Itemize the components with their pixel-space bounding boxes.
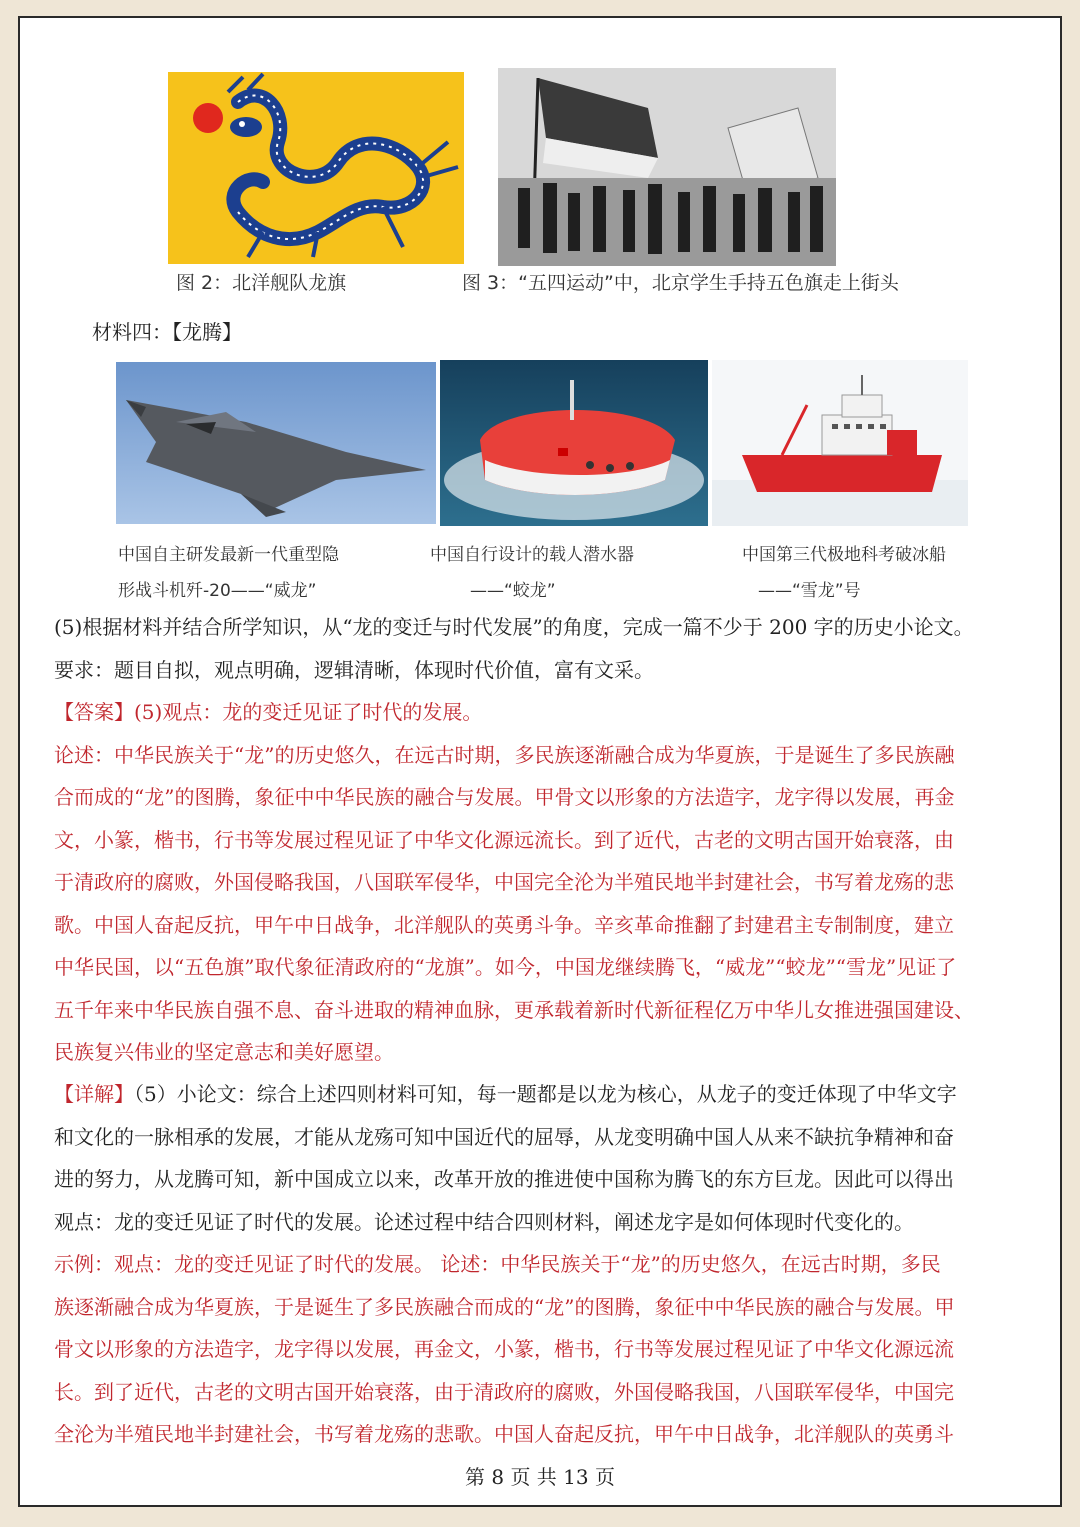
explanation-line: 观点：龙的变迁见证了时代的发展。论述过程中结合四则材料，阐述龙字是如何体现时代变化的。 [54, 1209, 914, 1234]
example-line: 族逐渐融合成为华夏族，于是诞生了多民族融合而成的“龙”的图腾，象征中中华民族的融合与发展。甲 [54, 1294, 955, 1319]
answer-line: 论述：中华民族关于“龙”的历史悠久，在远古时期，多民族逐渐融合成为华夏族，于是诞生了多民族融 [54, 742, 955, 767]
question-line-1: (5)根据材料并结合所学知识，从“龙的变迁与时代发展”的角度，完成一篇不少于 200 字的历史小论文。 [54, 615, 974, 639]
photo-3-caption-line2: ——“雪龙”号 [758, 581, 861, 601]
jiaolong-submersible-image [440, 360, 708, 526]
explanation-line: 和文化的一脉相承的发展，才能从龙殇可知中国近代的屈辱，从龙变明确中国人从来不缺抗争精神和奋 [54, 1124, 954, 1149]
photo-3-caption-line1: 中国第三代极地科考破冰船 [742, 545, 946, 565]
answer-line: 歌。中国人奋起反抗，甲午中日战争，北洋舰队的英勇斗争。辛亥革命推翻了封建君主专制制度，建立 [54, 912, 954, 937]
answer-label: 【答案】 [54, 700, 134, 724]
page-sheet [18, 16, 1062, 1507]
explanation-line: 进的努力，从龙腾可知，新中国成立以来，改革开放的推进使中国称为腾飞的东方巨龙。因此可以得出 [54, 1167, 954, 1191]
explanation-first-line [54, 1073, 1034, 1116]
question-line-2: 要求：题目自拟，观点明确，逻辑清晰，体现时代价值，富有文采。 [54, 657, 654, 682]
photo-2-caption-line1: 中国自行设计的载人潜水器 [430, 545, 634, 565]
explanation-text: （5）小论文：综合上述四则材料可知，每一题都是以龙为核心，从龙子的变迁体现了中华文字 [134, 1082, 957, 1106]
answer-line: 于清政府的腐败，外国侵略我国，八国联军侵华，中国完全沦为半殖民地半封建社会，书写着龙殇的悲 [54, 870, 954, 894]
answer-block [54, 691, 1034, 1074]
figure-2-dragon-flag [168, 72, 464, 264]
figure-2-caption: 图 2：北洋舰队龙旗 [176, 272, 347, 294]
photo-1-caption-line1: 中国自主研发最新一代重型隐 [118, 545, 339, 565]
xuelong-icebreaker-image [712, 360, 968, 526]
material-4-heading: 材料四：【龙腾】 [92, 320, 242, 344]
photo-2-caption-line2: ——“蛟龙” [470, 581, 556, 601]
answer-line: 民族复兴伟业的坚定意志和美好愿望。 [54, 1040, 394, 1064]
figure-3-may-fourth-photo [498, 68, 836, 266]
answer-line: 合而成的“龙”的图腾，象征中中华民族的融合与发展。甲骨文以形象的方法造字，龙字得以发展，再金 [54, 785, 955, 809]
question-block [54, 606, 1034, 691]
figure-3-caption: 图 3：“五四运动”中，北京学生手持五色旗走上街头 [462, 272, 899, 294]
explanation-block [54, 1073, 1034, 1243]
example-line: 长。到了近代，古老的文明古国开始衰落，由于清政府的腐败，外国侵略我国，八国联军侵华，中国完 [54, 1379, 954, 1404]
example-block [54, 1243, 1034, 1456]
answer-point: (5)观点：龙的变迁见证了时代的发展。 [134, 700, 483, 724]
may-fourth-photo-image [498, 68, 836, 266]
photo-1-caption-line2: 形战斗机歼-20——“威龙” [118, 581, 317, 601]
page-number: 第 8 页 共 13 页 [465, 1465, 615, 1489]
photo-jiaolong-submersible [440, 360, 708, 526]
answer-first-line [54, 691, 1034, 734]
answer-line: 文，小篆，楷书，行书等发展过程见证了中华文化源远流长。到了近代，古老的文明古国开始衰落，由 [54, 827, 954, 852]
j20-fighter-image [116, 362, 436, 524]
example-line: 全沦为半殖民地半封建社会，书写着龙殇的悲歌。中国人奋起反抗，甲午中日战争，北洋舰队的英勇斗 [54, 1422, 954, 1446]
example-line: 骨文以形象的方法造字，龙字得以发展，再金文，小篆，楷书，行书等发展过程见证了中华文化源远流 [54, 1337, 954, 1361]
answer-line: 中华民国，以“五色旗”取代象征清政府的“龙旗”。如今，中国龙继续腾飞，“威龙”“蛟龙”“雪龙”见证了 [54, 955, 957, 979]
example-line: 示例：观点：龙的变迁见证了时代的发展。 论述：中华民族关于“龙”的历史悠久，在远古时期，多民 [54, 1252, 941, 1276]
explanation-label: 【详解】 [54, 1082, 134, 1106]
photo-xuelong-icebreaker [712, 360, 968, 526]
dragon-flag-image [168, 72, 464, 264]
answer-line: 五千年来中华民族自强不息、奋斗进取的精神血脉，更承载着新时代新征程亿万中华儿女推进强国建设、 [54, 997, 974, 1022]
photo-j20-fighter [116, 362, 436, 524]
